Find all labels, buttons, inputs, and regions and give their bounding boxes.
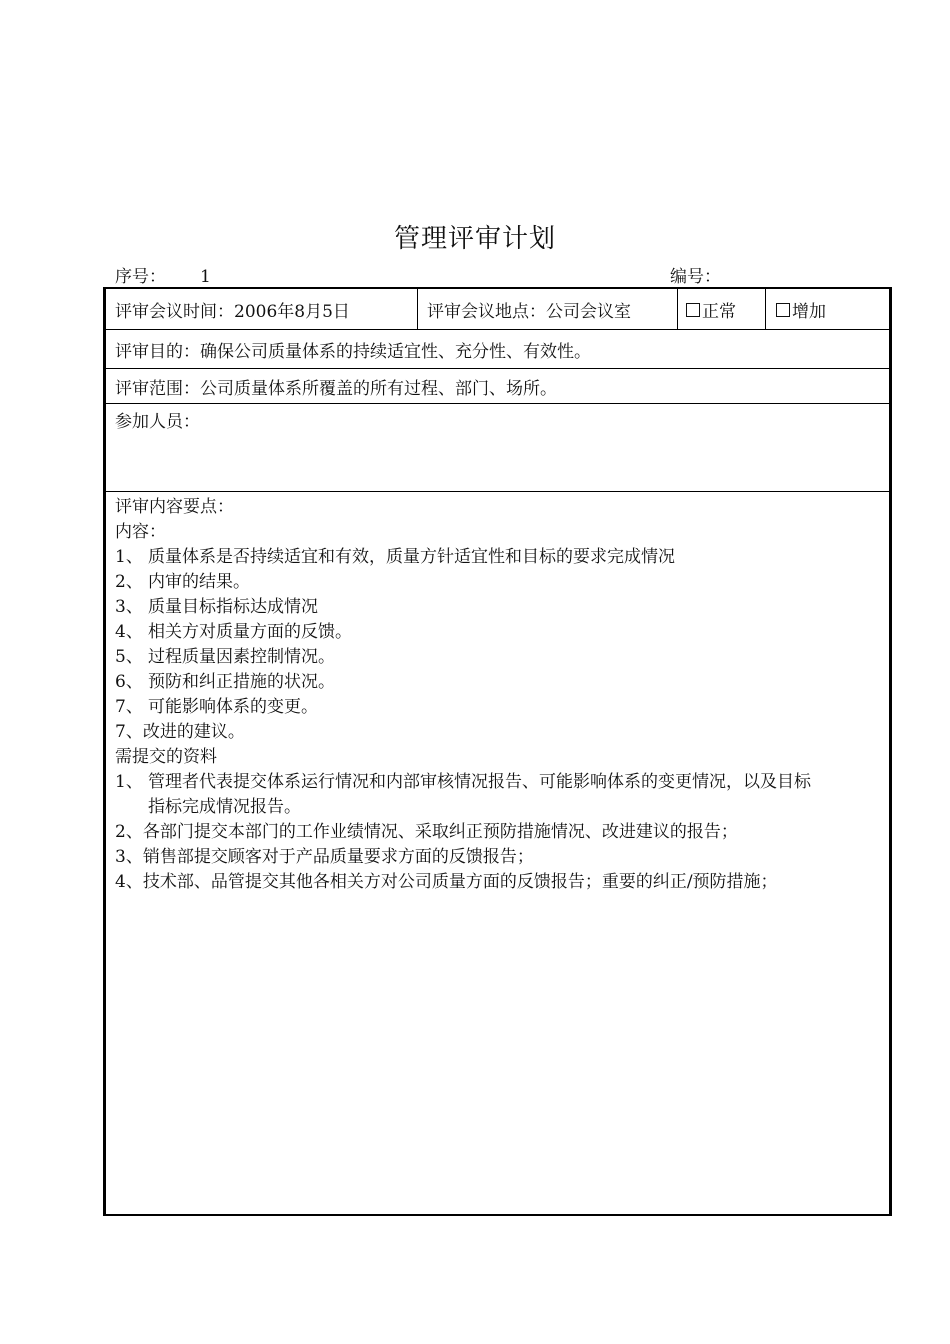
review-plan-form — [103, 287, 892, 1216]
list-item — [115, 545, 889, 570]
item-number: 7、 — [115, 697, 143, 717]
review-content — [106, 495, 889, 895]
item-number: 1、 — [115, 547, 143, 567]
material-item: 4、技术部、品管提交其他各相关方对公司质量方面的反馈报告；重要的纠正/预防措施； — [115, 872, 778, 892]
purpose-row — [106, 330, 889, 369]
add-checkbox[interactable] — [766, 289, 889, 329]
material-number: 1、 — [115, 772, 143, 792]
materials-heading: 需提交的资料 — [115, 747, 217, 767]
material-item: 3、销售部提交顾客对于产品质量要求方面的反馈报告； — [115, 847, 534, 867]
item-text: 质量体系是否持续适宜和有效，质量方针适宜性和目标的要求完成情况 — [148, 547, 675, 567]
serial-value: 1 — [200, 267, 211, 287]
item-text: 相关方对质量方面的反馈。 — [148, 622, 352, 642]
material-item: 2、各部门提交本部门的工作业绩情况、采取纠正预防措施情况、改进建议的报告； — [115, 822, 738, 842]
item-number: 5、 — [115, 647, 143, 667]
item-number: 3、 — [115, 597, 143, 617]
normal-label: 正常 — [702, 301, 736, 322]
checkbox-icon[interactable] — [776, 303, 790, 317]
meeting-time: 评审会议时间：2006年8月5日 — [106, 289, 418, 329]
item-number: 4、 — [115, 622, 143, 642]
list-item — [115, 695, 889, 720]
list-item — [115, 595, 889, 620]
item-text: 可能影响体系的变更。 — [148, 697, 318, 717]
item-text: 质量目标指标达成情况 — [148, 597, 318, 617]
material-text: 管理者代表提交体系运行情况和内部审核情况报告、可能影响体系的变更情况，以及目标 — [148, 772, 811, 792]
material-item — [115, 770, 889, 795]
list-item — [115, 620, 889, 645]
item-number: 6、 — [115, 672, 143, 692]
list-item — [115, 670, 889, 695]
item-number: 2、 — [115, 572, 143, 592]
serial-number — [115, 262, 211, 287]
content-subheading: 内容： — [115, 522, 166, 542]
participants-label: 参加人员： — [115, 412, 200, 432]
item-text: 过程质量因素控制情况。 — [148, 647, 335, 667]
document-code — [670, 262, 721, 287]
meeting-info-row — [106, 289, 889, 330]
review-scope: 评审范围：公司质量体系所覆盖的所有过程、部门、场所。 — [115, 378, 557, 399]
document-title: 管理评审计划 — [393, 224, 556, 254]
material-continuation: 指标完成情况报告。 — [148, 797, 301, 817]
list-item — [115, 570, 889, 595]
item-text: 预防和纠正措施的状况。 — [148, 672, 335, 692]
checkbox-icon[interactable] — [686, 303, 700, 317]
list-item: 7、改进的建议。 — [115, 722, 245, 742]
participants-row — [106, 404, 889, 492]
meeting-location: 评审会议地点：公司会议室 — [418, 289, 678, 329]
review-purpose: 评审目的：确保公司质量体系的持续适宜性、充分性、有效性。 — [115, 341, 591, 362]
content-heading: 评审内容要点： — [115, 497, 234, 517]
scope-row — [106, 369, 889, 404]
list-item — [115, 645, 889, 670]
normal-checkbox[interactable] — [678, 289, 766, 329]
code-label: 编号： — [670, 267, 721, 287]
add-label: 增加 — [792, 301, 826, 322]
serial-label: 序号： — [115, 267, 166, 287]
item-text: 内审的结果。 — [148, 572, 250, 592]
